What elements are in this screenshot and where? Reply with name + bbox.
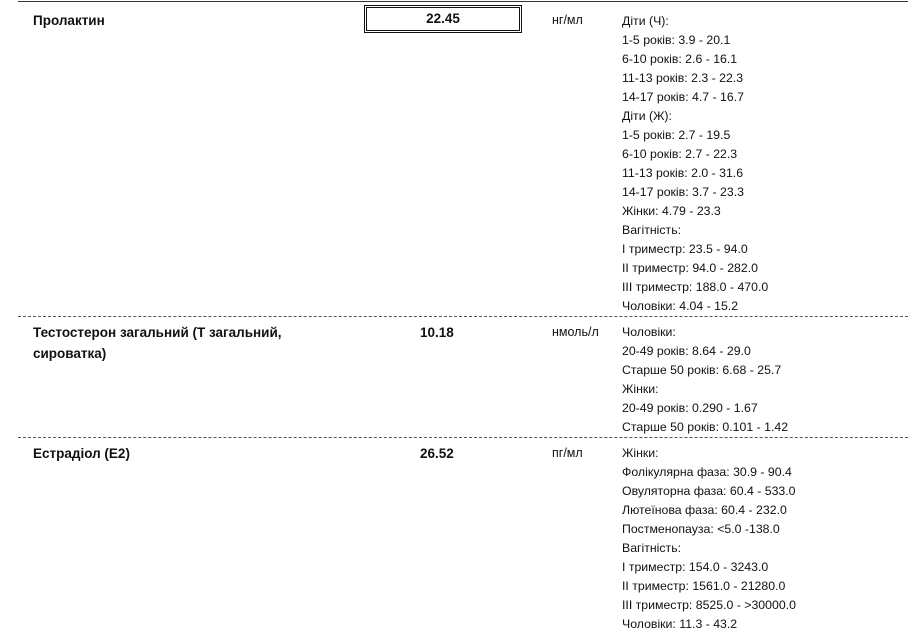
reference-ranges [622, 12, 768, 316]
test-unit: нмоль/л [552, 325, 599, 339]
reference-ranges [622, 323, 788, 437]
range-line: 6-10 років: 2.7 - 22.3 [622, 147, 738, 161]
range-line: Чоловіки: 11.3 - 43.2 [622, 617, 738, 631]
range-line: Діти (Ж): [622, 109, 672, 123]
range-line: Жінки: [622, 382, 659, 396]
range-line: Старше 50 років: 0.101 - 1.42 [622, 420, 789, 434]
range-line: 6-10 років: 2.6 - 16.1 [622, 52, 738, 66]
test-value-boxed: 22.45 [364, 5, 522, 33]
range-line: Чоловіки: [622, 325, 676, 339]
range-line: Вагітність: [622, 223, 682, 237]
range-line: Вагітність: [622, 541, 682, 555]
range-line: I триместр: 154.0 - 3243.0 [622, 560, 769, 574]
range-line: II триместр: 1561.0 - 21280.0 [622, 579, 786, 593]
range-line: III триместр: 188.0 - 470.0 [622, 280, 769, 294]
test-name: Пролактин [33, 13, 105, 28]
test-value: 26.52 [420, 446, 454, 461]
range-line: Чоловіки: 4.04 - 15.2 [622, 299, 739, 313]
range-line: 1-5 років: 3.9 - 20.1 [622, 33, 731, 47]
test-name: Естрадіол (Е2) [33, 446, 130, 461]
range-line: Постменопауза: <5.0 -138.0 [622, 522, 780, 536]
test-unit: нг/мл [552, 13, 583, 27]
range-line: Жінки: 4.79 - 23.3 [622, 204, 721, 218]
range-line: 11-13 років: 2.0 - 31.6 [622, 166, 744, 180]
range-line: I триместр: 23.5 - 94.0 [622, 242, 748, 256]
row-separator [18, 437, 908, 438]
range-line: Овуляторна фаза: 60.4 - 533.0 [622, 484, 796, 498]
test-unit: пг/мл [552, 446, 583, 460]
range-line: 14-17 років: 4.7 - 16.7 [622, 90, 744, 104]
range-line: 14-17 років: 3.7 - 23.3 [622, 185, 744, 199]
range-line: Старше 50 років: 6.68 - 25.7 [622, 363, 782, 377]
range-line: 11-13 років: 2.3 - 22.3 [622, 71, 744, 85]
reference-ranges [622, 444, 796, 634]
range-line: III триместр: 8525.0 - >30000.0 [622, 598, 796, 612]
range-line: Діти (Ч): [622, 14, 669, 28]
range-line: Жінки: [622, 446, 659, 460]
row-separator [18, 316, 908, 317]
range-line: 20-49 років: 0.290 - 1.67 [622, 401, 758, 415]
test-value: 10.18 [420, 325, 454, 340]
range-line: II триместр: 94.0 - 282.0 [622, 261, 758, 275]
test-name: Тестостерон загальний (Т загальний, сироватка) [33, 325, 282, 361]
range-line: Лютеїнова фаза: 60.4 - 232.0 [622, 503, 787, 517]
range-line: Фолікулярна фаза: 30.9 - 90.4 [622, 465, 792, 479]
range-line: 20-49 років: 8.64 - 29.0 [622, 344, 751, 358]
range-line: 1-5 років: 2.7 - 19.5 [622, 128, 731, 142]
top-rule [18, 1, 908, 2]
